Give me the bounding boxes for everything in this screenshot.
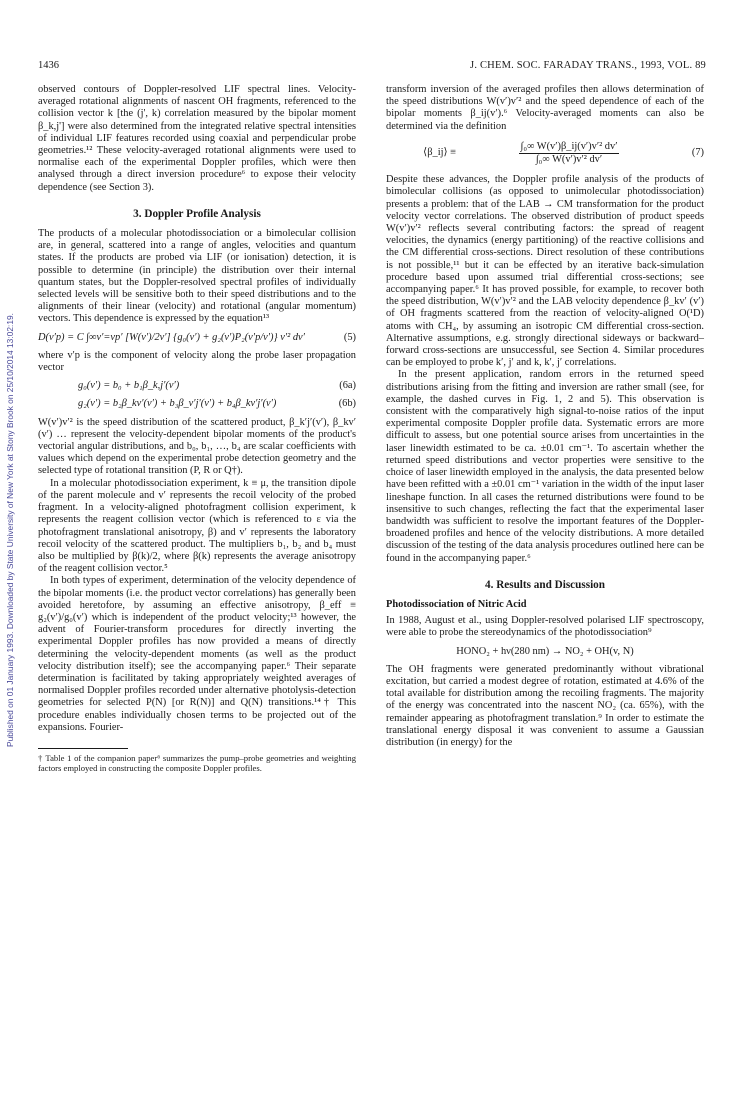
left-column bbox=[38, 84, 356, 773]
equation-7-denominator: ∫₀∞ W(v′)v′² dv′ bbox=[535, 154, 603, 166]
footnote: † Table 1 of the companion paper⁶ summarizes the pump–probe geometries and weighting factors employed in constructing the composite Doppler profiles. bbox=[38, 752, 356, 773]
equation-number: (7) bbox=[691, 147, 704, 159]
equation-6b-expression: g₂(v′) = b₂β_kv′(v′) + b₃β_v′j′(v′) + b₄β_kv′j′(v′) bbox=[78, 398, 277, 410]
paragraph: transform inversion of the averaged profiles then allows determination of the speed distributions W(v′)v′² and the speed dependence of each of the bipolar moments β_ij(v′).⁶ Velocity-averaged moments can also be determined via the definition bbox=[386, 84, 704, 132]
journal-running-title: J. CHEM. SOC. FARADAY TRANS., 1993, VOL. 89 bbox=[470, 60, 706, 71]
subsection-heading-photodissociation-nitric-acid: Photodissociation of Nitric Acid bbox=[386, 598, 527, 610]
paragraph: In both types of experiment, determination of the velocity dependence of the bipolar moments (i.e. the product vector correlations) has generally been avoided heretofore, by assuming an effective anisotropy, β_eff ≡ g₂(v′)/g₀(v′) which is independent of the product velocity;¹³ however, the advent of Fourier-transform procedures for directly inverting the experimental Doppler profiles has now provided a means of directly determining the velocity-dependent moments (as well as the product velocity distribution itself); see the accompanying paper.⁶ Their separate determination is facilitated by taking appropriately weighted averages of normalised Doppler profiles recorded under alternative photolysis-detection geometries for selected P(N) [or R(N)] and Q(N) transitions.¹⁴† This procedure enables individually chosen terms to be projected out of the expansions. Fourier- bbox=[38, 575, 356, 733]
right-column bbox=[386, 84, 704, 749]
paragraph: where v′p is the component of velocity along the probe laser propagation vector bbox=[38, 349, 356, 374]
paragraph: The products of a molecular photodissociation or a bimolecular collision are, in general, scattered into a range of angles, velocities and quantum states. If the products are probed via LIF (or ionisation) detection, it is possible to determine (in principle) the distribution over their internal quantum states, but the Doppler-resolved spectral profiles of individually selected levels will be sensitive both to their speed distributions and to the alignments of their linear (velocity) and rotational (angular momentum) vectors. This dependence is expressed by the equation¹³ bbox=[38, 228, 356, 325]
section-heading-results-and-discussion: 4. Results and Discussion bbox=[485, 578, 605, 591]
equation-number: (6a) bbox=[339, 380, 356, 392]
equation-number: (6b) bbox=[338, 398, 356, 410]
equation-6a-expression: g₀(v′) = b₀ + b₁β_k,j′(v′) bbox=[78, 380, 180, 392]
paragraph: In the present application, random errors in the returned speed distributions arising from the fitting and inversion are rather small (see, for example, the dashed curves in Fig. 1, 2 and 5). This observation is consistent with the comparatively high signal-to-noise ratios of the input experimental composite Doppler profile data. Systematic errors are more difficult to assess, but one potential source arises from uncertainties in the laser linewidth estimated to be ca. ±0.01 cm⁻¹. To ascertain whether the returned speed distributions and vector properties were sensitive to the choice of laser linewidth employed in the analysis, the data presented below have been refitted with a ±0.01 cm⁻¹ variation in the width of the input laser lineshape function. In all cases the returned distributions were found to be insensitive to such changes, reflecting the fact that the experimental laser bandwidth was sufficient to resolve the important features of the Doppler-broadened profiles and hence of the velocity distributions. A more detailed discussion of the testing of the data analysis procedures outlined here can be found in the accompanying paper.⁶ bbox=[386, 369, 704, 564]
download-notice-text: Published on 01 January 1993. Downloaded by State University of New York at Stony Brook on 25/10/2014 13:02:19. bbox=[5, 313, 15, 747]
equation-6b bbox=[38, 398, 356, 410]
paragraph: The OH fragments were generated predominantly without vibrational excitation, but carried a modest degree of rotation, estimated at 4.6% of the total available for distribution among the recoiling fragments. The majority of the energy was concentrated into the nascent NO₂ (ca. 65%), with the remainder appearing as photofragment translation.⁹ In order to estimate the translational energy disposal it was convenient to assume a Gaussian distribution (in energy) for the bbox=[386, 663, 704, 748]
page-header bbox=[38, 60, 706, 74]
page-number: 1436 bbox=[38, 60, 59, 71]
equation-7-fraction bbox=[519, 141, 620, 166]
footnote-rule bbox=[38, 748, 128, 749]
equation-number: (5) bbox=[343, 331, 356, 343]
equation-7-lhs: ⟨β_ij⟩ ≡ bbox=[423, 147, 456, 159]
reaction-equation: HONO₂ + hν(280 nm) → NO₂ + OH(v, N) bbox=[456, 645, 634, 657]
equation-7-numerator: ∫₀∞ W(v′)β_ij(v′)v′² dv′ bbox=[519, 141, 620, 154]
paragraph: W(v′)v′² is the speed distribution of the scattered product, β_k′j′(v′), β_kv′(v′) … represent the velocity-dependent bipolar moments of the product's vectorial angular distributions, and b₀, b₁, …, b₄ are scalar coefficients with values which depend on the experimental probe detection geometry and the selected type of rotational transition (P, R or Q†). bbox=[38, 416, 356, 477]
download-watermark bbox=[4, 150, 16, 910]
paragraph: Despite these advances, the Doppler profile analysis of the products of bimolecular collisions (as opposed to unimolecular photodissociation) presents a problem: that of the LAB → CM transformation for the product velocity vector correlations. The observed distribution of product speeds W(v′)v′² reflects several contributing factors: the spread of reagent velocities, the dynamics (energy partitioning) of the reactive collisions and the CM differential cross-sections. Direct resolution of these contributions is not possible,¹¹ but it can be effected by an iterative back-simulation procedure based upon assumed trial differential cross-sections; see accompanying paper.⁶ It has proved possible, for example, to recover both the speed distribution, W(v′)v′² and the LAB velocity dependence β_kv′ (v′) of OH fragments scattered from the reaction of velocity-aligned O(¹D) atoms with CH₄, by assuming an isotropic CM differential cross-section. Alternative assumptions, e.g. strongly directional sideways or backward–forward cross-sections are unsuccessful, see Section 4. Similar procedures can be employed to probe k′, j′ and k, k′, j′ correlations. bbox=[386, 174, 704, 369]
paragraph: In 1988, August et al., using Doppler-resolved polarised LIF spectroscopy, were able to probe the stereodynamics of the photodissociation⁹ bbox=[386, 615, 704, 639]
equation-5 bbox=[38, 332, 356, 344]
equation-5-expression: D(v′p) = C ∫∞v′=vp′ [W(v′)/2v′] {g₀(v′) + g₂(v′)P₂(v′p/v′)} v′² dv′ bbox=[38, 331, 305, 343]
paragraph: observed contours of Doppler-resolved LIF spectral lines. Velocity-averaged rotational alignments of nascent OH fragments, referenced to the collision vector k [the (j', k) correlation measured by the bipolar moment β_k,j'] were also determined from the integrated relative spectral intensities of individual LIF features recorded using coaxial and perpendicular probe geometries.¹² These velocity-averaged rotational alignments were used to normalise each of the experimental Doppler profiles, which were then analysed through a direct inversion procedure⁶ to expose their velocity dependence (see Section 3). bbox=[38, 84, 356, 193]
equation-7 bbox=[386, 141, 704, 166]
equation-6a bbox=[38, 380, 356, 392]
section-heading-doppler-profile-analysis: 3. Doppler Profile Analysis bbox=[133, 207, 261, 220]
paragraph: In a molecular photodissociation experiment, k ≡ μ, the transition dipole of the parent molecule and v′ represents the recoil velocity of the probed fragment. In a velocity-aligned photofragment collision experiment, k represents the reagent collision vector (which is referenced to ε via the photofragment translational anisotropy, β) and v′ represents the laboratory recoil velocity of the scattered product. The multipliers b₁, b₂ and b₄ must also be multiplied by β(k)/2, where β(k) represents the average anisotropy of the reagent collision vector.⁵ bbox=[38, 477, 356, 575]
